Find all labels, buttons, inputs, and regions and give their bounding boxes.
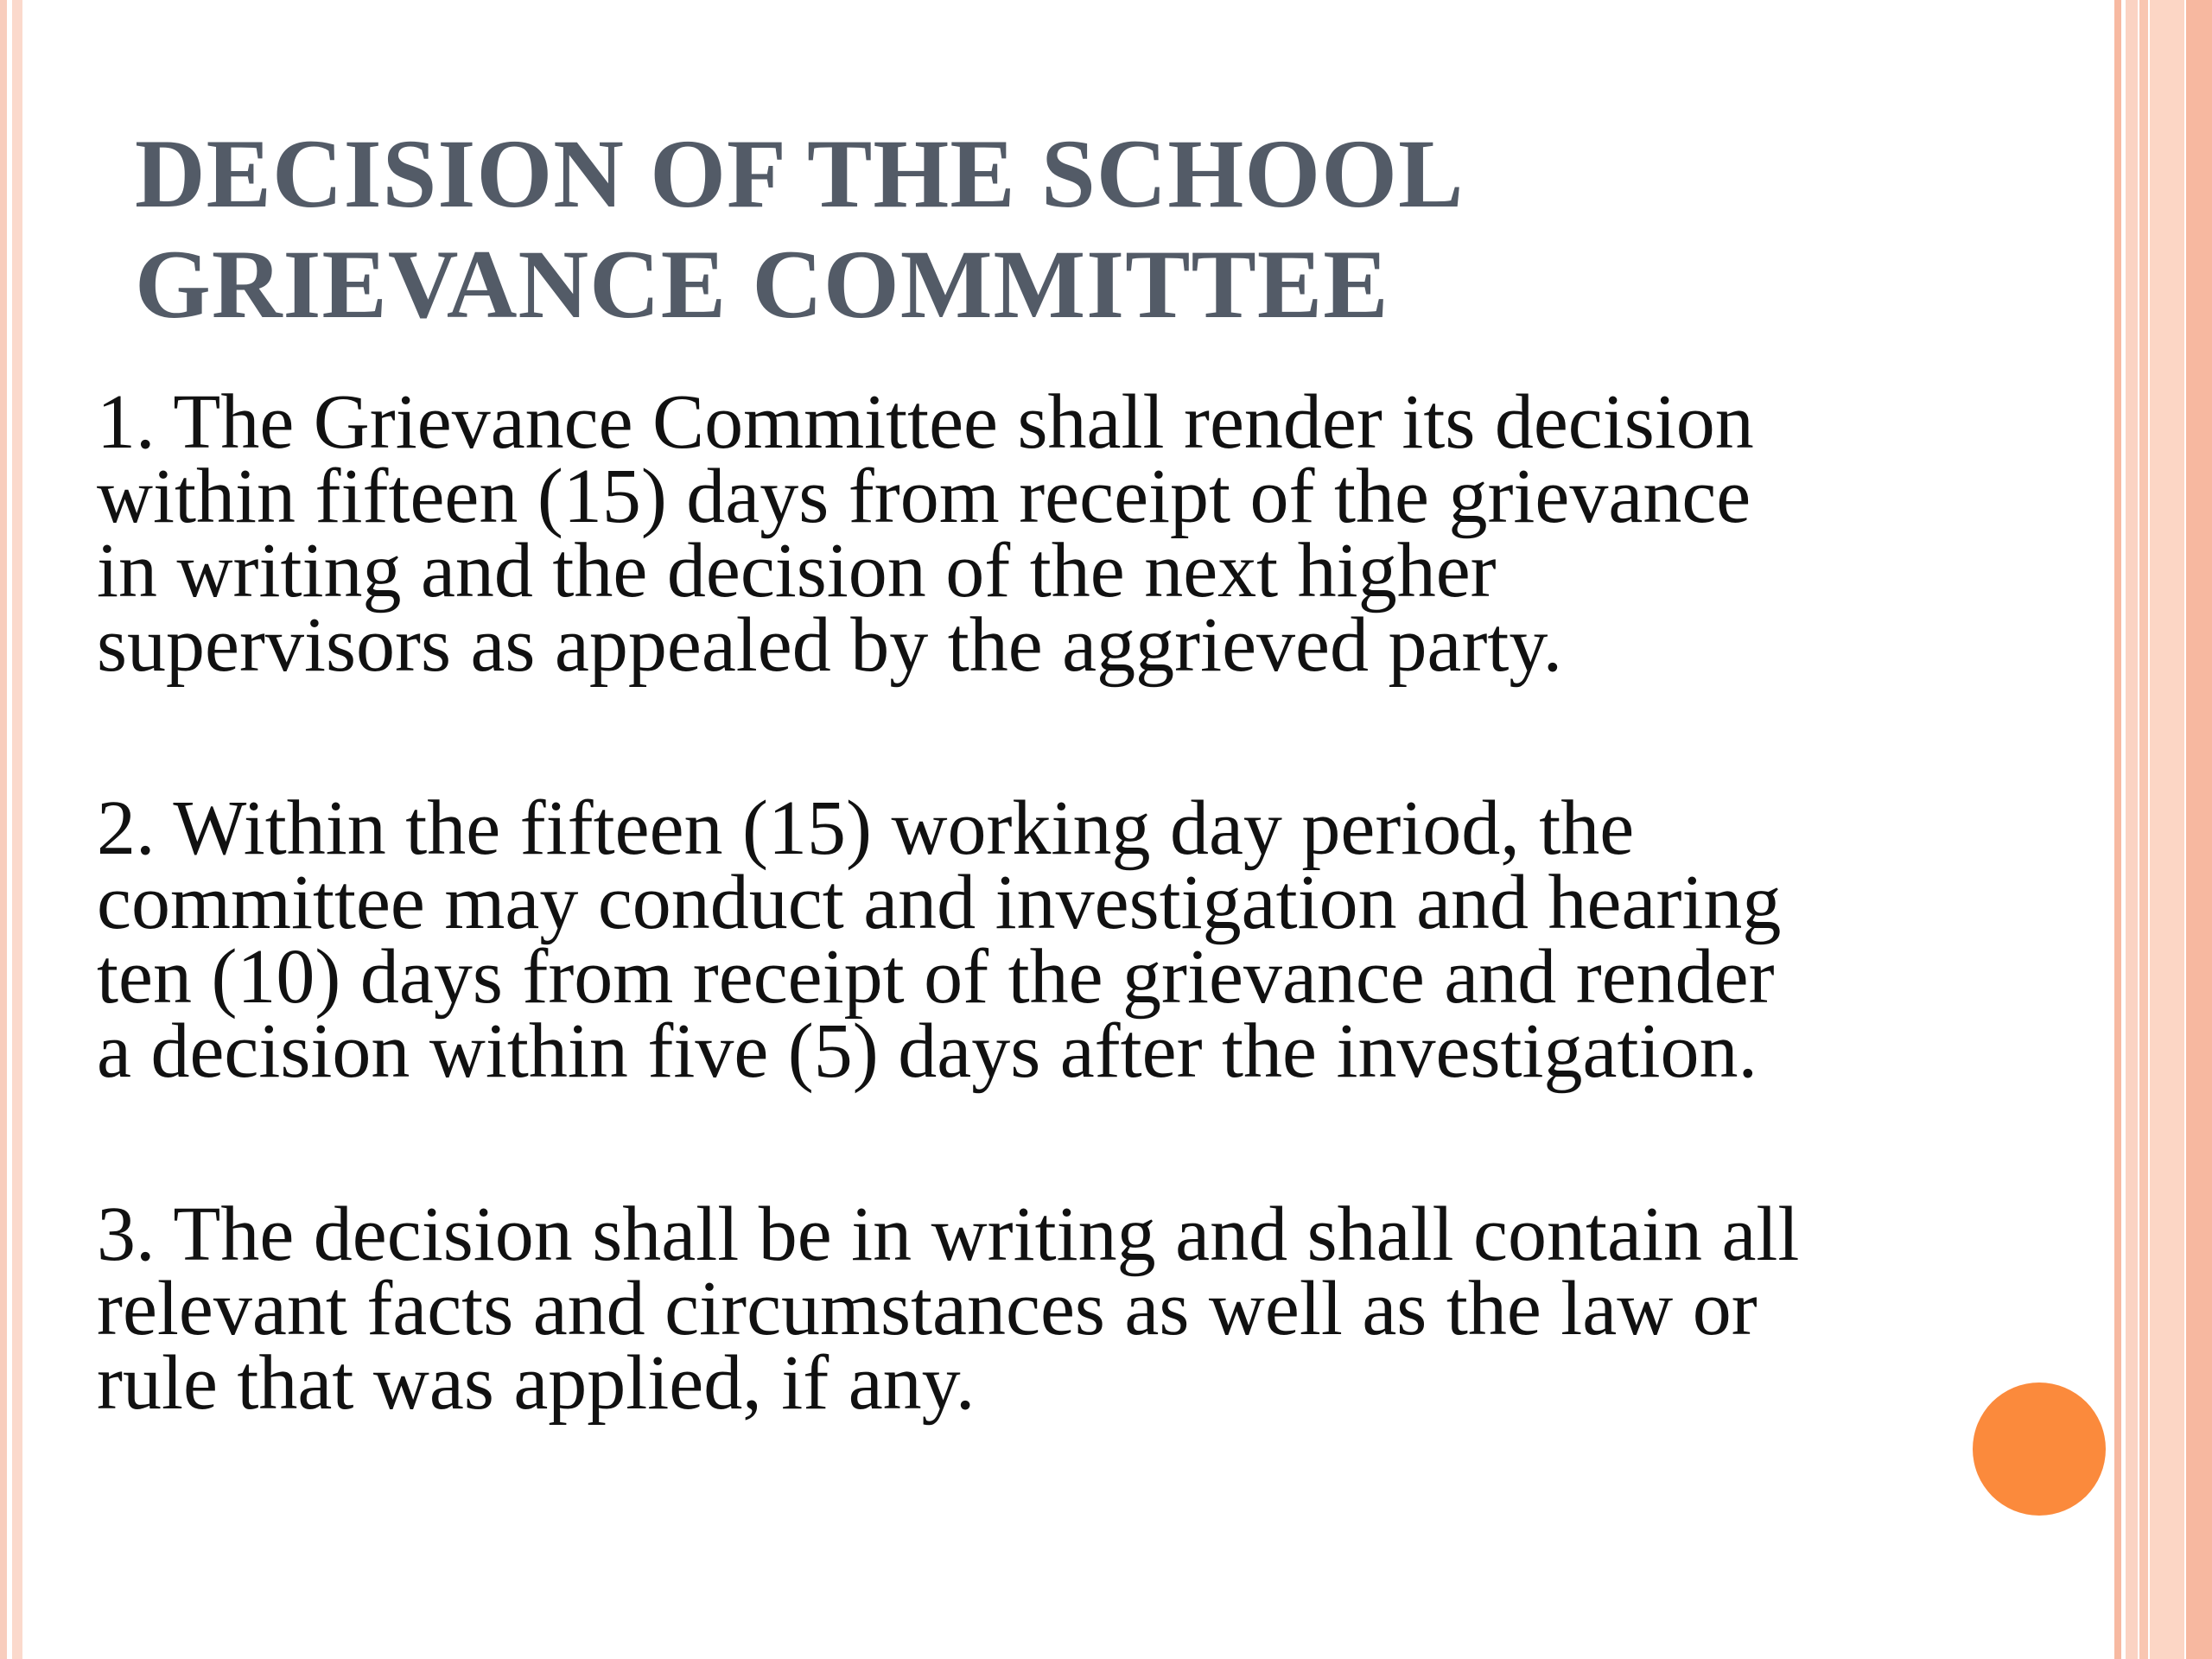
item-line: 2. Within the fifteen (15) working day period, the xyxy=(97,785,1635,871)
item-line: relevant facts and circumstances as well as the law or xyxy=(97,1266,1758,1351)
item-line: committee may conduct and investigation and hearing xyxy=(97,860,1782,945)
item-line: in writing and the decision of the next higher xyxy=(97,528,1497,613)
left-border-stripe xyxy=(12,0,22,1659)
numbered-item-3 xyxy=(97,1192,2110,1426)
slide-body xyxy=(97,379,2110,1426)
right-border-stripe xyxy=(2114,0,2121,1659)
slide-title xyxy=(135,119,2036,340)
numbered-item-1 xyxy=(97,379,2110,688)
numbered-item-2 xyxy=(97,785,2110,1094)
item-line: 1. The Grievance Committee shall render its decision xyxy=(97,379,1754,465)
left-border-stripe xyxy=(0,0,7,1659)
item-line: supervisors as appealed by the aggrieved party. xyxy=(97,602,1563,688)
item-line: rule that was applied, if any. xyxy=(97,1340,976,1426)
slide-title-line: GRIEVANCE COMMITTEE xyxy=(135,231,1389,339)
item-line: within fifteen (15) days from receipt of the grievance xyxy=(97,454,1751,539)
item-line: ten (10) days from receipt of the grievance and render xyxy=(97,934,1775,1020)
slide-title-line: DECISION OF THE SCHOOL xyxy=(135,120,1465,228)
right-border-stripe xyxy=(2139,0,2148,1659)
orange-circle-decoration xyxy=(1973,1382,2106,1516)
item-line: a decision within five (5) days after the investigation. xyxy=(97,1008,1758,1094)
right-border-stripe xyxy=(2150,0,2184,1659)
right-border-stripe xyxy=(2186,0,2212,1659)
item-line: 3. The decision shall be in writing and shall contain all xyxy=(97,1192,1800,1277)
right-border-stripe xyxy=(2126,0,2138,1659)
